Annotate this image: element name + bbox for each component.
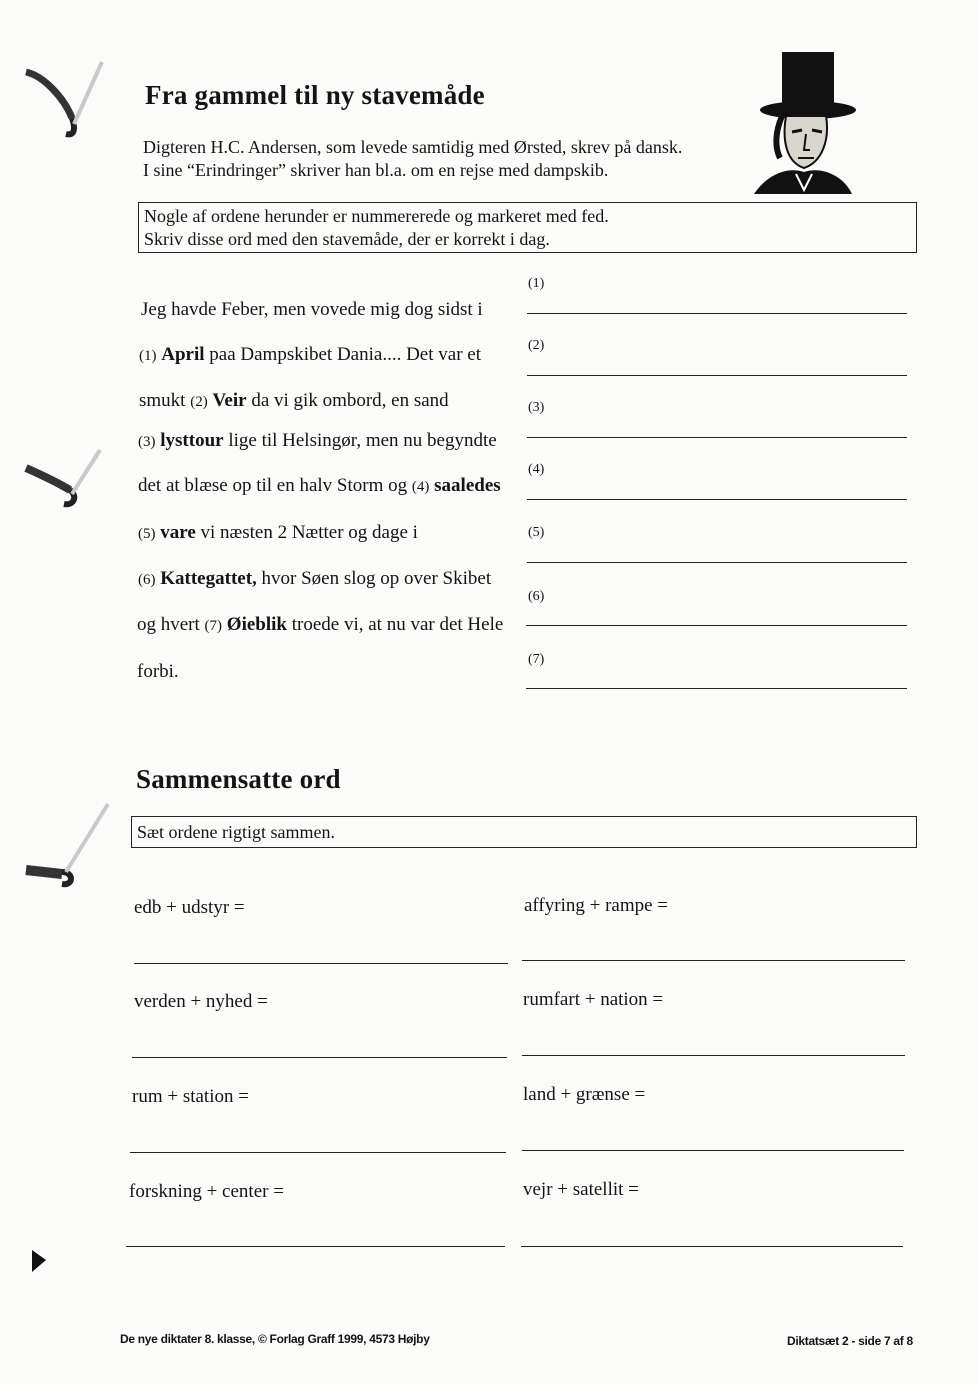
answer-line[interactable] xyxy=(522,1150,904,1151)
answer-line[interactable] xyxy=(132,1057,507,1058)
answer-label: (4) xyxy=(528,462,545,477)
binder-notch-icon xyxy=(30,1248,50,1276)
answer-line[interactable] xyxy=(134,963,508,964)
answer-line[interactable] xyxy=(130,1152,506,1153)
answer-label: (7) xyxy=(528,652,545,667)
binder-ring-icon xyxy=(24,58,104,148)
answer-line[interactable] xyxy=(527,499,907,500)
section-title: Fra gammel til ny stavemåde xyxy=(145,80,485,110)
answer-label: (6) xyxy=(528,589,545,604)
bold-word: lysttour xyxy=(160,430,224,451)
story-line: forbi. xyxy=(137,661,179,682)
compound-prompt: forskning + center = xyxy=(129,1181,284,1202)
answer-label: (1) xyxy=(528,276,545,291)
intro-line: Digteren H.C. Andersen, som levede samtidig med Ørsted, skrev på dansk. xyxy=(143,137,683,157)
answer-line[interactable] xyxy=(527,375,907,376)
instruction-line: Skriv disse ord med den stavemåde, der er korrekt i dag. xyxy=(144,229,550,249)
answer-line[interactable] xyxy=(527,313,907,314)
compound-prompt: verden + nyhed = xyxy=(134,991,268,1012)
answer-line[interactable] xyxy=(126,1246,505,1247)
bold-word: Øieblik xyxy=(226,614,287,635)
answer-line[interactable] xyxy=(527,562,907,563)
bold-word: Veir xyxy=(212,390,247,411)
story-line: smukt (2) Veir da vi gik ombord, en sand xyxy=(139,390,449,411)
portrait-top-hat-icon xyxy=(752,50,856,196)
bold-word: Kattegattet, xyxy=(160,568,257,589)
story-line: (6) Kattegattet, hvor Søen slog op over Skibet xyxy=(138,568,492,589)
story-line: (3) lysttour lige til Helsingør, men nu begyndte xyxy=(138,430,497,451)
instruction-line: Sæt ordene rigtigt sammen. xyxy=(137,822,335,842)
section-title: Sammensatte ord xyxy=(136,764,341,794)
story-line: det at blæse op til en halv Storm og (4) saaledes xyxy=(138,475,501,496)
answer-line[interactable] xyxy=(526,688,907,689)
footer-copyright: De nye diktater 8. klasse, © Forlag Graff 1999, 4573 Højby xyxy=(120,1332,430,1346)
answer-label: (2) xyxy=(528,338,545,353)
answer-line[interactable] xyxy=(526,625,907,626)
answer-line[interactable] xyxy=(522,960,905,961)
answer-line[interactable] xyxy=(522,1055,905,1056)
binder-ring-icon xyxy=(24,448,104,518)
answer-line[interactable] xyxy=(521,1246,903,1247)
compound-prompt: rumfart + nation = xyxy=(523,989,664,1010)
story-line: og hvert (7) Øieblik troede vi, at nu var det Hele xyxy=(137,614,504,635)
instruction-box xyxy=(138,202,917,253)
bold-word: saaledes xyxy=(434,475,501,496)
bold-word: vare xyxy=(160,522,196,543)
compound-prompt: vejr + satellit = xyxy=(523,1179,639,1200)
answer-label: (5) xyxy=(528,525,545,540)
intro-line: I sine “Erindringer” skriver han bl.a. om en rejse med dampskib. xyxy=(143,160,609,180)
story-line: (5) vare vi næsten 2 Nætter og dage i xyxy=(138,522,418,543)
bold-word: April xyxy=(161,344,205,365)
compound-prompt: edb + udstyr = xyxy=(134,897,245,918)
story-line: (1) April paa Dampskibet Dania.... Det var et xyxy=(139,344,481,365)
compound-prompt: land + grænse = xyxy=(523,1084,646,1105)
binder-ring-icon xyxy=(24,800,114,895)
answer-label: (3) xyxy=(528,400,545,415)
instruction-line: Nogle af ordene herunder er nummererede og markeret med fed. xyxy=(144,206,609,226)
instruction-box xyxy=(131,816,917,848)
compound-prompt: affyring + rampe = xyxy=(524,895,669,916)
footer-page-number: Diktatsæt 2 - side 7 af 8 xyxy=(787,1334,913,1348)
answer-line[interactable] xyxy=(527,437,907,438)
story-line: Jeg havde Feber, men vovede mig dog sidst i xyxy=(141,299,483,320)
compound-prompt: rum + station = xyxy=(132,1086,249,1107)
